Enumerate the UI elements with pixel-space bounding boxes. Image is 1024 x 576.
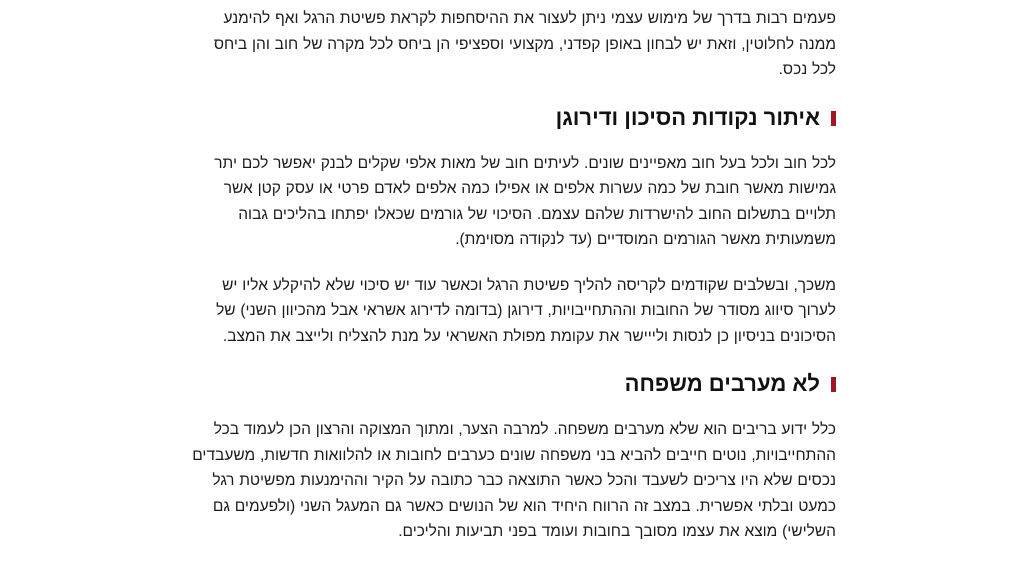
section-heading-risk-points-block: [191, 103, 836, 133]
section-heading-risk-points: [191, 103, 836, 133]
article-content: [191, 0, 836, 565]
section-heading-no-family-involvement: [191, 369, 836, 399]
family-paragraph: כלל ידוע בריבים הוא שלא מערבים משפחה. למרבה הצער, ומתוך המצוקה והרצון הכן לעמוד בכל ההתחייבויות, נוטים חייבים להביא בני משפחה שונים כערבים לחובות או להלוואות חדשות, משעבדים נכסים שלא היו צריכים לשעבד והכל כאשר התוצאה כבר כתובה על הקיר וההימנעות מפשיטת רגל כמעט ובלתי אפשרית. במצב זה הרווח היחיד הוא של הנושים כאשר גם המעגל השני (ולפעמים גם השלישי) מוצא את עצמו מסובך בחובות ועומד בפני תביעות והליכים.: [192, 421, 836, 540]
section-heading-risk-points-label: איתור נקודות הסיכון ודירוגן: [555, 104, 820, 130]
section-heading-no-family-involvement-label: לא מערבים משפחה: [624, 371, 820, 396]
heading-marker-icon: [831, 111, 836, 126]
heading-marker-icon: [831, 377, 836, 392]
intro-paragraph: פעמים רבות בדרך של מימוש עצמי ניתן לעצור את ההיסחפות לקראת פשיטת הרגל ואף להימנע ממנה לחלוטין, וזאת יש לבחון באופן קפדני, מקצועי וספציפי הן ביחס לכל מקרה של חוב והן ביחס לכל נכס.: [213, 10, 836, 78]
risk-paragraph-one: לכל חוב ולכל בעל חוב מאפיינים שונים. לעיתים חוב של מאות אלפי שקלים לבנק יאפשר לכם יתר גמישות מאשר חובת של כמה עשרות אלפים או אפילו כמה אלפים לאדם פרטי או עסק קטן אשר תלויים בתשלום החוב להישרדות שלהם עצמם. הסיכוי של גורמים שכאלו יפתחו בהליכים גבוה משמעותית מאשר הגורמים המוסדיים (עד לנקודה מסוימת).: [214, 154, 836, 248]
risk-paragraph-two: משכך, ובשלבים שקודמים לקריסה להליך פשיטת הרגל וכאשר עוד יש סיכוי שלא להיקלע אליו יש לערוך סיווג מסודר של החובות וההתחייבויות, דירוגן (בדומה לדירוג אשראי אבל מהכיוון השני) של הסיכונים בניסיון כן לנסות ולייישר את עקומת מפולת האשראי על מנת להצליח ולייצב את המצב.: [216, 276, 836, 345]
section-heading-no-family-involvement-block: [191, 369, 836, 399]
